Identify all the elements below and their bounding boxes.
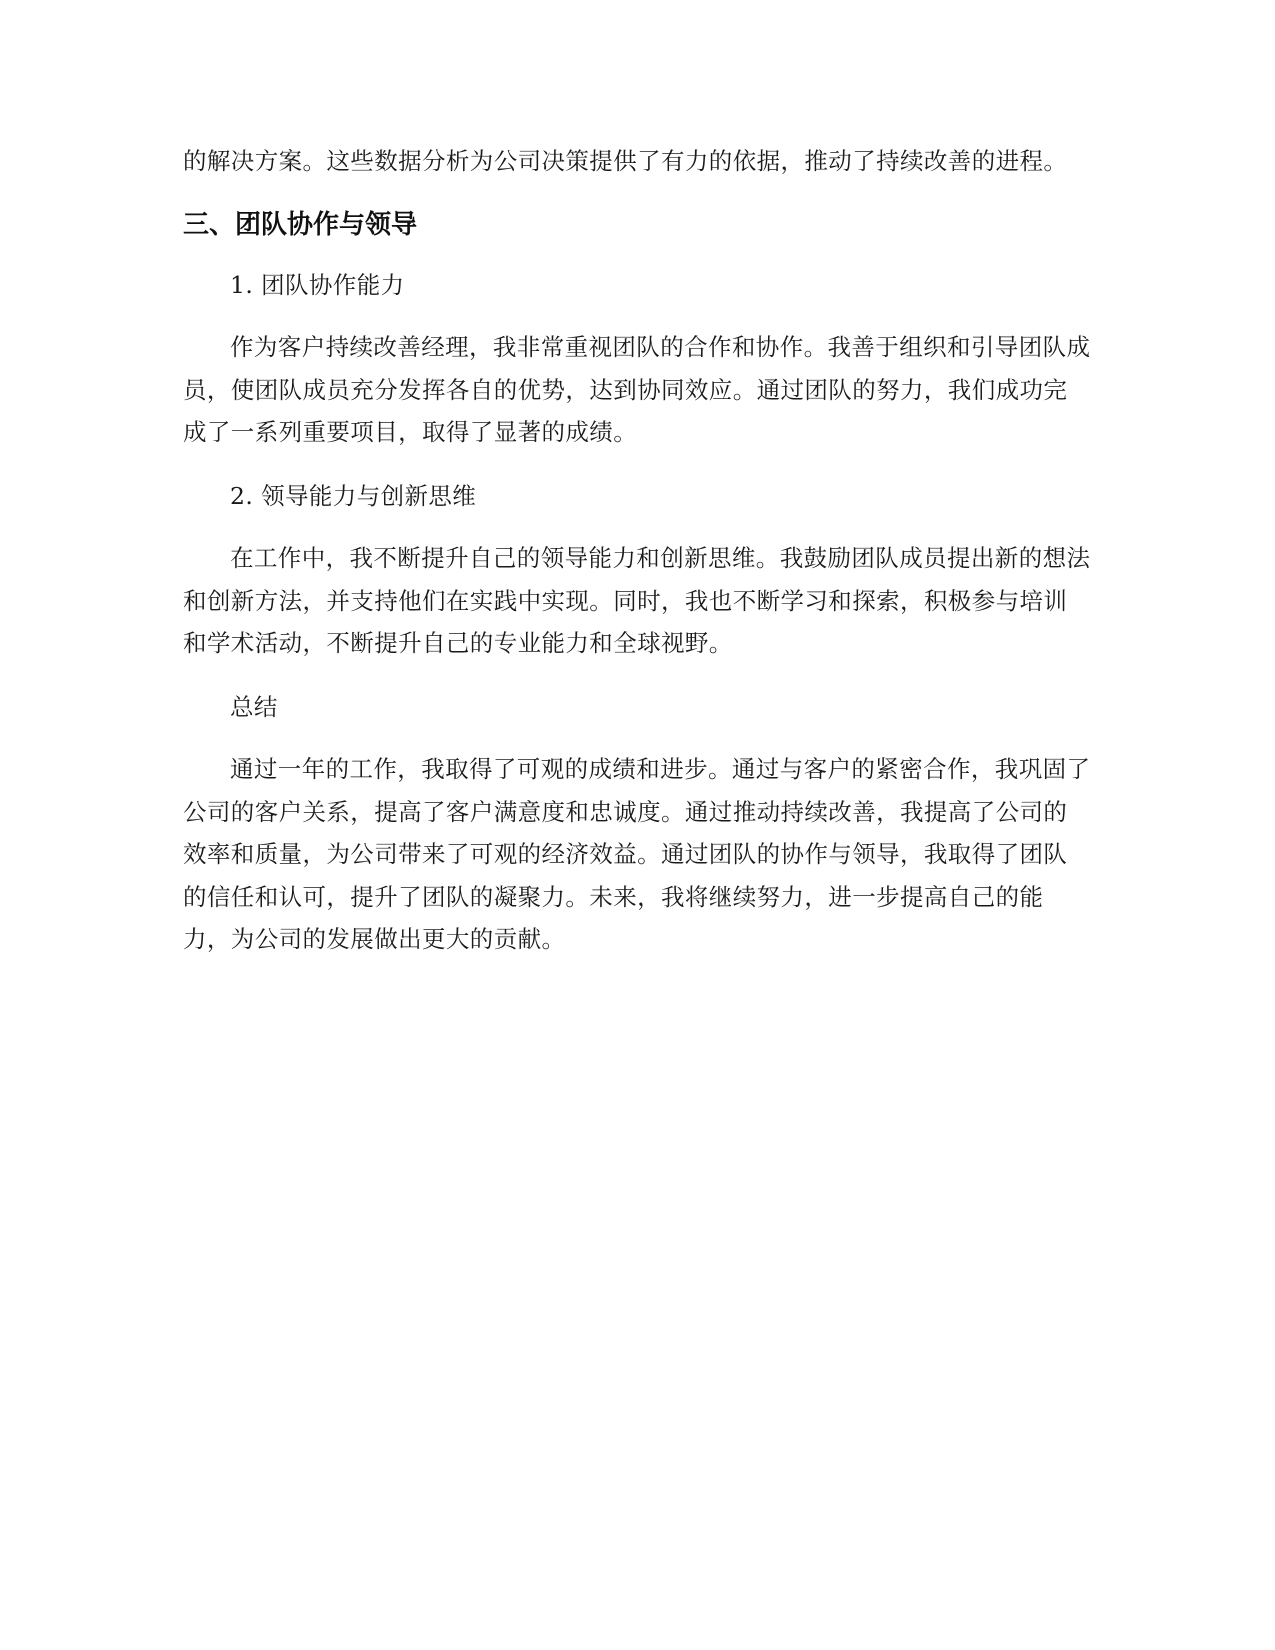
summary-paragraph: 通过一年的工作，我取得了可观的成绩和进步。通过与客户的紧密合作，我巩固了公司的客户关系，提高了客户满意度和忠诚度。通过推动持续改善，我提高了公司的效率和质量，为公司带来了可观的经济效益。通过团队的协作与领导，我取得了团队的信任和认可，提升了团队的凝聚力。未来，我将继续努力，进一步提高自己的能力，为公司的发展做出更大的贡献。 [183, 755, 1091, 953]
document-page [183, 140, 1091, 982]
intro-paragraph: 的解决方案。这些数据分析为公司决策提供了有力的依据，推动了持续改善的进程。 [183, 147, 1068, 175]
section-heading: 三、团队协作与领导 [183, 209, 418, 240]
subsection-2-paragraph: 在工作中，我不断提升自己的领导能力和创新思维。我鼓励团队成员提出新的想法和创新方法，并支持他们在实践中实现。同时，我也不断学习和探索，积极参与培训和学术活动，不断提升自己的专业能力和全球视野。 [183, 544, 1091, 657]
subsection-1-title: 1. 团队协作能力 [230, 270, 405, 299]
summary-title: 总结 [230, 692, 278, 721]
subsection-2-title: 2. 领导能力与创新思维 [230, 481, 477, 510]
subsection-1-paragraph: 作为客户持续改善经理，我非常重视团队的合作和协作。我善于组织和引导团队成员，使团队成员充分发挥各自的优势，达到协同效应。通过团队的努力，我们成功完成了一系列重要项目，取得了显著的成绩。 [183, 333, 1091, 446]
